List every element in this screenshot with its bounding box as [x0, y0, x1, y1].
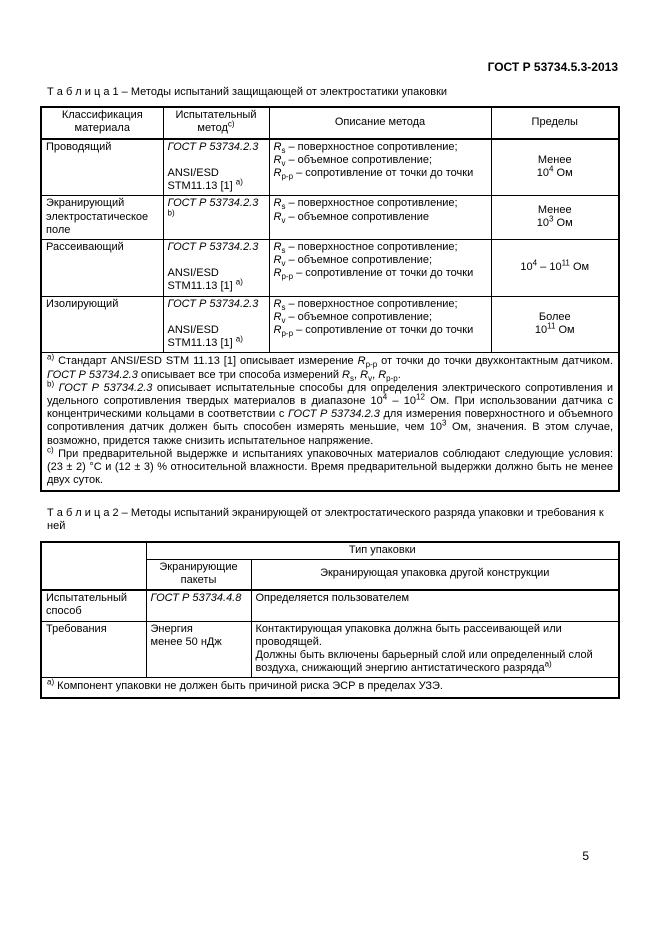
table1-header-row: [41, 107, 619, 138]
table-row-test-method: [41, 590, 619, 621]
cell-other-construction: Контактирующая упаковка должна быть рассеивающей или проводящей. Должны быть включены барьерный слой или определенный слой воздуха, снижающий энергию антистатического разряда$^{a)}$: [251, 621, 619, 678]
table2-esd-shielding-packaging-test-methods: [40, 541, 620, 699]
table2-footnote: $^{a)}$ Компонент упаковки не должен быть причиной риска ЭСР в пределах УЗЭ.: [41, 678, 619, 698]
cell-limits: $10^4 - 10^{11}$ Ом: [491, 239, 619, 296]
table1-header-limits: Пределы: [491, 107, 619, 138]
cell-material: Изолирующий: [41, 296, 163, 353]
footnote-b: $^{b)}$ ГОСТ Р 53734.2.3 описывает испытательные способы для определения электрического сопротивления и удельного сопротивления твердых материалов в диапазоне $10^4 - 10^{12}$ Ом. При использовании датчика с концентрическими кольцами в соответствии с ГОСТ Р 53734.2.3 для измерения поверхностного и объемного сопротивления датчик должен быть способен измерять меньшие, чем $10^3$ Ом, значения. В этом случае, возможно, придется также снизить испытательное напряжение.: [47, 379, 614, 447]
cell-material: Экранирующий электростатическое поле: [41, 196, 163, 240]
footnote-a: $^{a)}$ Стандарт ANSI/ESD STM 11.13 [1] описывает измерение $R_{p-p}$ от точки до точки двухконтактным датчиком. ГОСТ Р 53734.2.3 описывает все три способа измерений $R_s$, $R_v$, $R_{p-p}$.: [47, 352, 613, 383]
table1-caption: Т а б л и ц а 1 – Методы испытаний защищающей от электростатики упаковки: [47, 86, 448, 98]
cell-description: $R_s$ – поверхностное сопротивление; $R_v$ – объемное сопротивление; $R_{p-p}$ – сопротивление от точки до точки: [269, 296, 491, 353]
footnote-c: $^{c)}$ При предварительной выдержке и испытаниях упаковочных материалов соблюдают следующие условия: (23 ± 2) °С и (12 ± 3) % относительной влажности. Время предварительной выдержки должно быть не менее двух суток.: [47, 445, 613, 487]
table-row-shielding: [41, 196, 619, 240]
cell-limits: Более $10^{11}$ Ом: [491, 296, 619, 353]
cell-shielding-bags: Энергия менее 50 нДж: [146, 621, 251, 678]
table2-header-other-construction: Экранирующая упаковка другой конструкции: [251, 559, 619, 590]
cell-material: Проводящий: [41, 139, 163, 196]
table1-esd-protective-packaging-test-methods: [40, 106, 620, 492]
table1-header-material-classification: Классификация материала: [41, 107, 163, 138]
table1-header-test-method: Испытательный метод$^{c)}$: [163, 107, 269, 138]
table1-footnotes-row: [41, 353, 619, 491]
cell-description: $R_s$ – поверхностное сопротивление; $R_v$ – объемное сопротивление: [269, 196, 491, 240]
cell-method: ГОСТ Р 53734.2.3 ANSI/ESD STM11.13 [1] $^{a)}$: [163, 239, 269, 296]
cell-row-label: Испытательный способ: [41, 590, 146, 621]
cell-method: ГОСТ Р 53734.2.3 ANSI/ESD STM11.13 [1] $^{a)}$: [163, 296, 269, 353]
table2-header-row-1: [41, 542, 619, 560]
cell-description: $R_s$ – поверхностное сопротивление; $R_v$ – объемное сопротивление; $R_{p-p}$ – сопротивление от точки до точки: [269, 139, 491, 196]
table-row-requirements: [41, 621, 619, 678]
cell-row-label: Требования: [41, 621, 146, 678]
cell-material: Рассеивающий: [41, 239, 163, 296]
table2-header-packaging-type: Тип упаковки: [146, 542, 619, 560]
table-row-dissipative: [41, 239, 619, 296]
table2-header-empty: [41, 542, 146, 591]
table2-footnote-row: [41, 678, 619, 698]
cell-shielding-bags: ГОСТ Р 53734.4.8: [146, 590, 251, 621]
document-code: ГОСТ Р 53734.5.3-2013: [487, 60, 618, 74]
cell-method: ГОСТ Р 53734.2.3 $^{b)}$: [163, 196, 269, 240]
page-content: [40, 86, 618, 699]
cell-method: ГОСТ Р 53734.2.3 ANSI/ESD STM11.13 [1] $^{a)}$: [163, 139, 269, 196]
table2-caption: Т а б л и ц а 2 – Методы испытаний экранирующей от электростатического разряда упаковки и требования к ней: [47, 507, 604, 533]
table-row-insulative: [41, 296, 619, 353]
cell-limits: Менее $10^3$ Ом: [491, 196, 619, 240]
cell-limits: Менее $10^4$ Ом: [491, 139, 619, 196]
cell-description: $R_s$ – поверхностное сопротивление; $R_v$ – объемное сопротивление; $R_{p-p}$ – сопротивление от точки до точки: [269, 239, 491, 296]
table1-header-method-description: Описание метода: [269, 107, 491, 138]
page-number: 5: [582, 849, 589, 863]
cell-other-construction: Определяется пользователем: [251, 590, 619, 621]
table2-header-shielding-bags: Экранирующие пакеты: [146, 559, 251, 590]
table1-footnotes: [41, 353, 619, 491]
table-row-conductive: [41, 139, 619, 196]
